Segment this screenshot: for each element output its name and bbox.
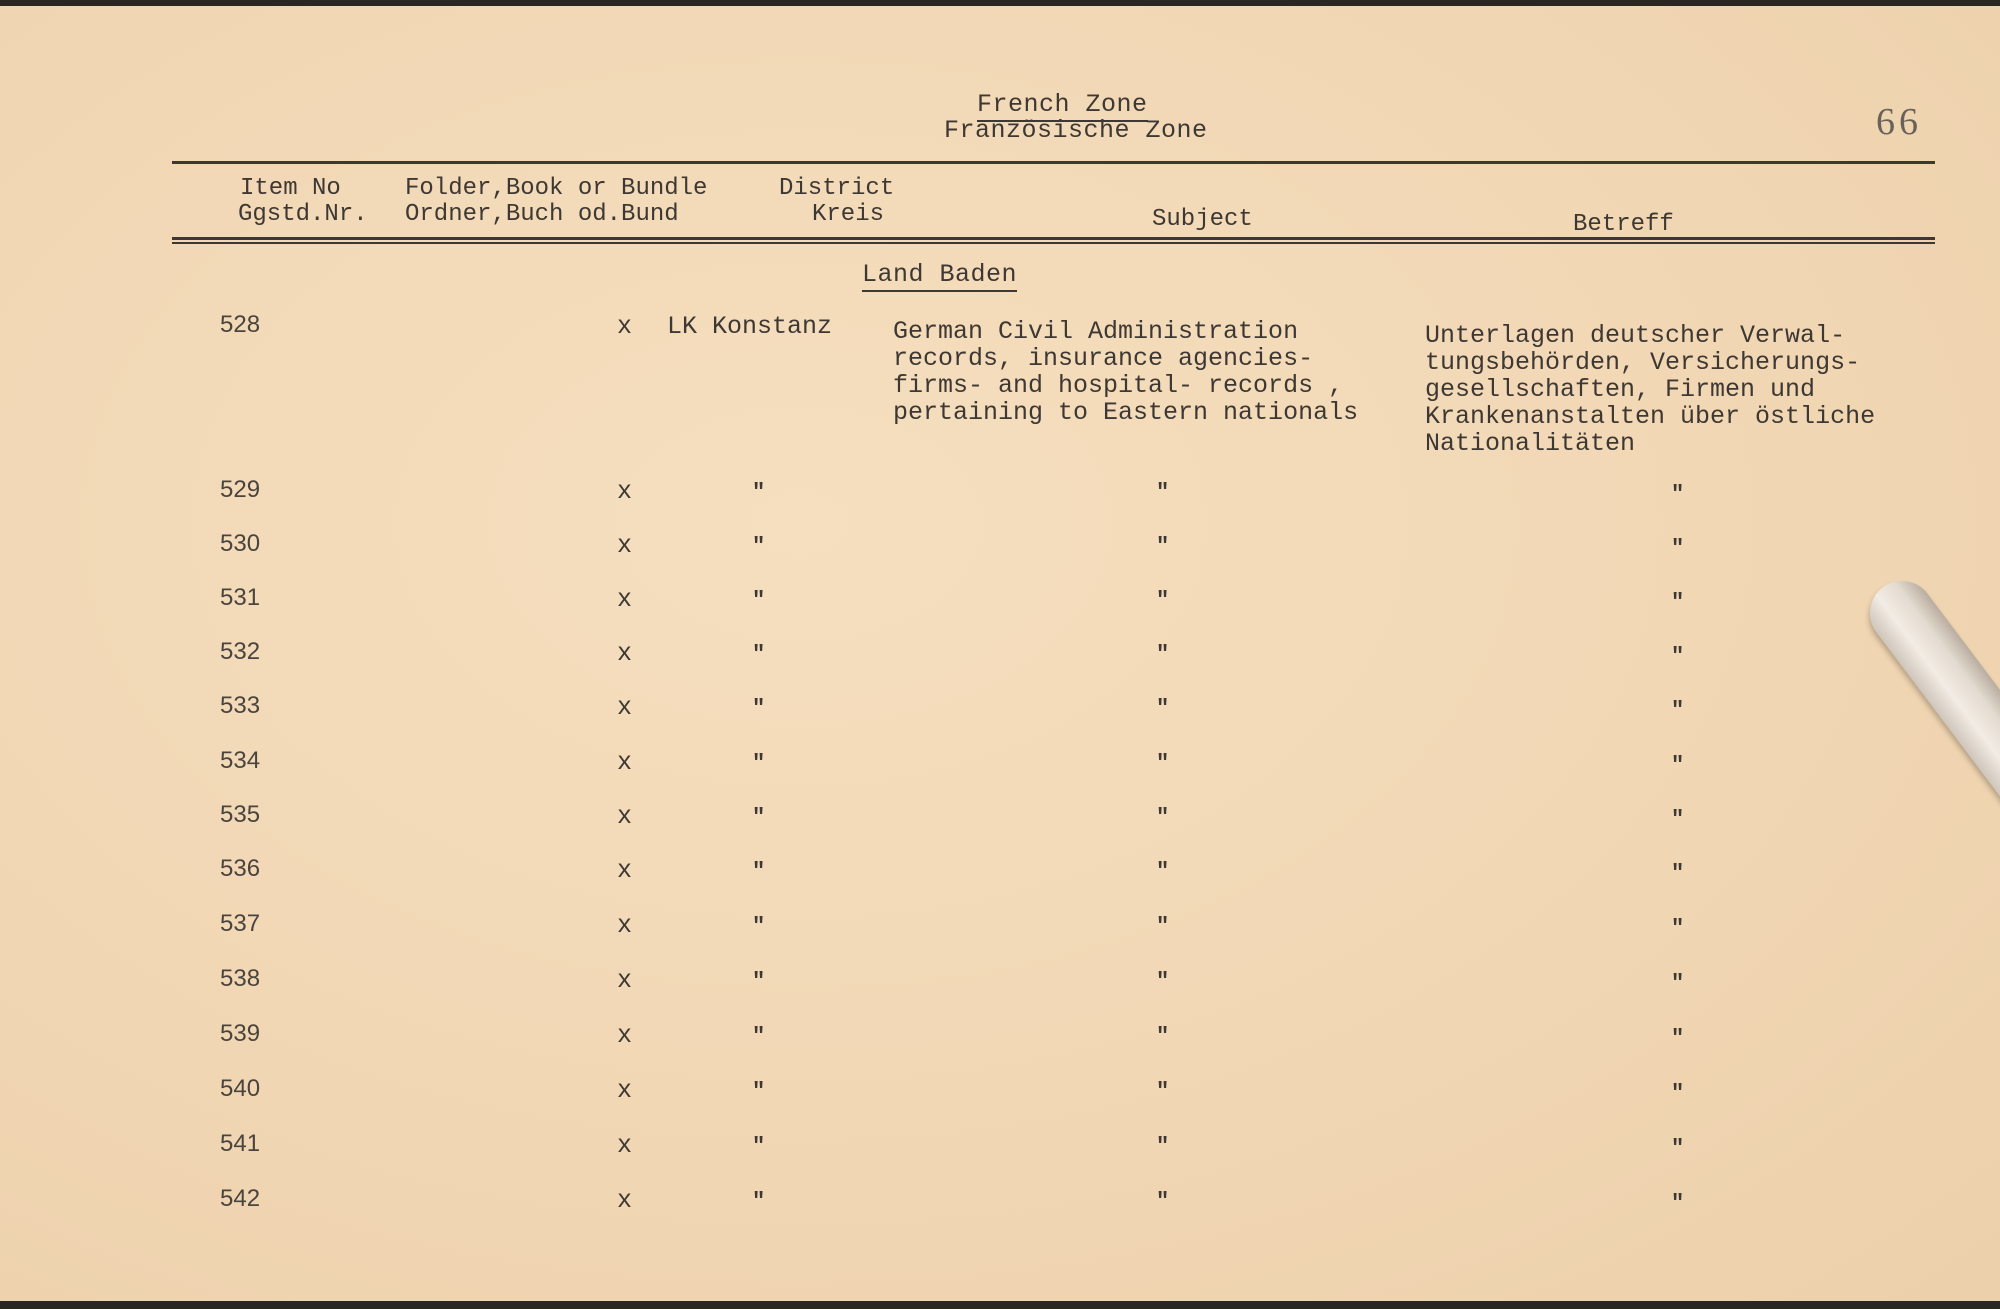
item-number: 529	[220, 476, 261, 503]
column-district-en: District	[779, 175, 895, 202]
zone-title-de: Französische Zone	[944, 116, 1208, 145]
item-number: 541	[220, 1130, 261, 1157]
district-ditto: "	[752, 1024, 766, 1049]
district-cell: LK Konstanz	[667, 312, 833, 341]
betreff-ditto: "	[1671, 698, 1685, 723]
district-ditto: "	[752, 1134, 766, 1159]
item-number: 534	[220, 747, 261, 774]
page-number: 66	[1876, 101, 1922, 143]
subject-ditto: "	[1156, 969, 1170, 994]
item-number: 535	[220, 801, 261, 828]
column-betreff: Betreff	[1573, 211, 1674, 238]
column-district-de: Kreis	[812, 201, 885, 228]
subject-line: German Civil Administration	[893, 317, 1299, 346]
folder-mark: x	[617, 1131, 633, 1160]
betreff-line: Krankenanstalten über östliche	[1425, 402, 1876, 431]
column-folder-en: Folder,Book or Bundle	[405, 175, 708, 202]
district-ditto: "	[752, 1079, 766, 1104]
betreff-ditto: "	[1671, 1191, 1685, 1216]
item-number: 540	[220, 1075, 261, 1102]
column-folder-de: Ordner,Buch od.Bund	[405, 201, 679, 228]
header-rule-top	[172, 161, 1935, 164]
betreff-ditto: "	[1671, 1136, 1685, 1161]
zone-title-en: French Zone	[977, 90, 1148, 122]
betreff-ditto: "	[1671, 536, 1685, 561]
item-number: 536	[220, 855, 261, 882]
item-number: 530	[220, 530, 261, 557]
folder-mark: x	[617, 856, 633, 885]
folder-mark: x	[617, 1186, 633, 1215]
betreff-ditto: "	[1671, 590, 1685, 615]
pen-image	[1857, 568, 2000, 942]
subject-line: firms- and hospital- records ,	[893, 371, 1344, 400]
subject-ditto: "	[1156, 534, 1170, 559]
district-ditto: "	[752, 969, 766, 994]
district-ditto: "	[752, 480, 766, 505]
column-item-de: Ggstd.Nr.	[238, 201, 368, 228]
folder-mark: x	[617, 1076, 633, 1105]
betreff-ditto: "	[1671, 861, 1685, 886]
district-ditto: "	[752, 588, 766, 613]
district-ditto: "	[752, 642, 766, 667]
subject-ditto: "	[1156, 480, 1170, 505]
subject-line: records, insurance agencies-	[893, 344, 1314, 373]
item-number: 532	[220, 638, 261, 665]
subject-ditto: "	[1156, 805, 1170, 830]
folder-mark: x	[617, 585, 633, 614]
folder-mark: x	[617, 911, 633, 940]
folder-mark: x	[617, 966, 633, 995]
subject-ditto: "	[1156, 1024, 1170, 1049]
folder-mark: x	[617, 477, 633, 506]
document-page	[0, 6, 2000, 1301]
folder-mark: x	[617, 531, 633, 560]
column-subject: Subject	[1152, 206, 1253, 233]
district-ditto: "	[752, 751, 766, 776]
subject-ditto: "	[1156, 696, 1170, 721]
subject-ditto: "	[1156, 588, 1170, 613]
item-number: 538	[220, 965, 261, 992]
betreff-line: gesellschaften, Firmen und	[1425, 375, 1816, 404]
betreff-line: Unterlagen deutscher Verwal-	[1425, 321, 1846, 350]
folder-mark: x	[617, 1021, 633, 1050]
betreff-ditto: "	[1671, 807, 1685, 832]
item-number: 537	[220, 910, 261, 937]
district-ditto: "	[752, 805, 766, 830]
section-heading: Land Baden	[862, 260, 1017, 292]
betreff-ditto: "	[1671, 1081, 1685, 1106]
betreff-ditto: "	[1671, 1026, 1685, 1051]
item-number: 533	[220, 692, 261, 719]
folder-mark: x	[617, 748, 633, 777]
district-ditto: "	[752, 1189, 766, 1214]
district-ditto: "	[752, 914, 766, 939]
subject-ditto: "	[1156, 1189, 1170, 1214]
folder-mark: x	[617, 693, 633, 722]
item-number: 528	[220, 311, 261, 338]
district-ditto: "	[752, 859, 766, 884]
district-ditto: "	[752, 696, 766, 721]
subject-ditto: "	[1156, 859, 1170, 884]
folder-mark: x	[617, 802, 633, 831]
subject-line: pertaining to Eastern nationals	[893, 398, 1359, 427]
betreff-ditto: "	[1671, 971, 1685, 996]
item-number: 531	[220, 584, 261, 611]
betreff-line: tungsbehörden, Versicherungs-	[1425, 348, 1861, 377]
column-item-en: Item No	[240, 175, 341, 202]
subject-ditto: "	[1156, 1079, 1170, 1104]
item-number: 542	[220, 1185, 261, 1212]
betreff-ditto: "	[1671, 753, 1685, 778]
header-rule-bottom	[172, 242, 1935, 244]
betreff-ditto: "	[1671, 644, 1685, 669]
betreff-line: Nationalitäten	[1425, 429, 1636, 458]
subject-ditto: "	[1156, 1134, 1170, 1159]
folder-mark: x	[617, 312, 633, 341]
betreff-ditto: "	[1671, 916, 1685, 941]
subject-ditto: "	[1156, 642, 1170, 667]
folder-mark: x	[617, 639, 633, 668]
item-number: 539	[220, 1020, 261, 1047]
subject-ditto: "	[1156, 751, 1170, 776]
betreff-ditto: "	[1671, 482, 1685, 507]
subject-ditto: "	[1156, 914, 1170, 939]
district-ditto: "	[752, 534, 766, 559]
